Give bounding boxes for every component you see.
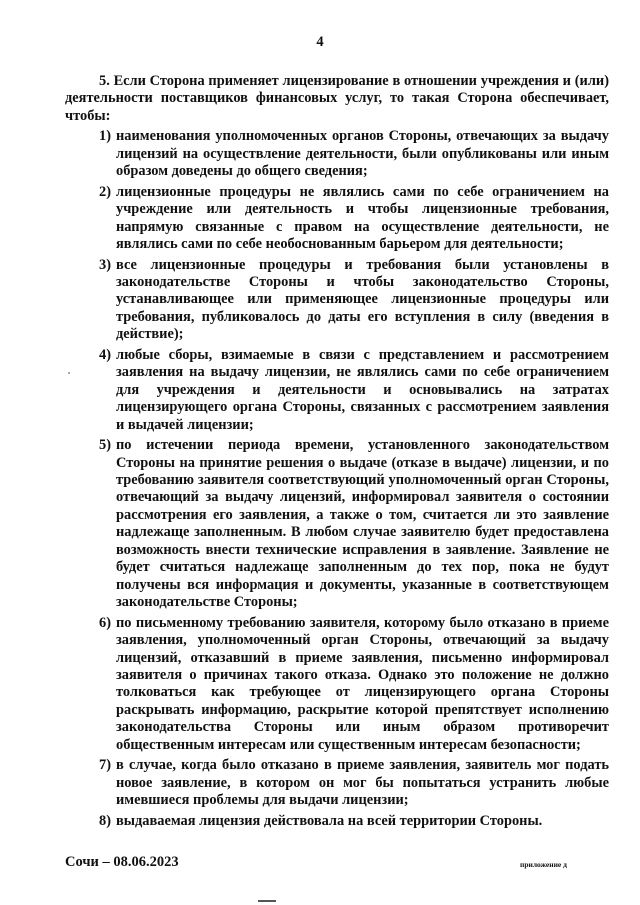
list-item xyxy=(65,257,609,344)
list-item-number: 8) xyxy=(99,812,111,829)
list-item xyxy=(65,813,609,830)
list-item xyxy=(65,437,609,612)
list-item-number: 6) xyxy=(99,614,111,631)
list-item-number: 7) xyxy=(99,757,111,774)
list-item-number: 1) xyxy=(99,128,111,145)
list-item-text: выдаваемая лицензия действовала на всей территории Стороны. xyxy=(116,812,543,829)
list-item-text: любые сборы, взимаемые в связи с представлением и рассмотрением заявления на выдачу лицензии, не являлись сами по себе ограничением для учреждения и деятельности и основывались на затратах лицензирующего органа Стороны, связанных с рассмотрением заявления и выдачей лицензии; xyxy=(116,346,609,433)
list-item xyxy=(65,347,609,434)
list-item xyxy=(65,128,609,180)
scan-artifact-dot xyxy=(68,372,70,374)
list-item-text: лицензионные процедуры не являлись сами по себе ограничением на учреждение или деятельность и чтобы лицензионные требования, напрямую связанные с правом на осуществление деятельности, не являлись сами по себе необоснованным барьером для деятельности; xyxy=(116,183,609,253)
list-item-text: в случае, когда было отказано в приеме заявления, заявитель мог подать новое заявление, в котором он мог бы попытаться устранить любые имевшиеся проблемы для выдачи лицензии; xyxy=(116,757,609,809)
list-item xyxy=(65,757,609,809)
footer-annex-label: приложение д xyxy=(520,860,567,869)
list-item-number: 3) xyxy=(99,256,111,273)
intro-paragraph: 5. Если Сторона применяет лицензирование в отношении учреждения и (или) деятельности поставщиков финансовых услуг, то такая Сторона обеспечивает, чтобы: xyxy=(65,73,609,124)
scan-artifact-mark xyxy=(258,900,276,902)
footer-place-date: Сочи – 08.06.2023 xyxy=(65,854,179,870)
list-item-number: 2) xyxy=(99,183,111,200)
list-item-text: все лицензионные процедуры и требования были установлены в законодательстве Стороны и чтобы законодательство Стороны, устанавливающее или применяющее лицензионные процедуры или требования, публиковалось до даты его вступления в силу (введения в действие); xyxy=(116,256,609,343)
list-item-text: по письменному требованию заявителя, которому было отказано в приеме заявления, уполномоченный орган Стороны, отвечающий за выдачу лицензий, отказавший в приеме заявления, письменно информировал заявителя о причинах такого отказа. Однако это положение не должно толковаться как требующее от лицензирующего органа Стороны раскрывать информацию, раскрытие которой препятствует исполнению законодательства Стороны или иным образом противоречит общественным интересам или существенным интересам безопасности; xyxy=(116,614,609,753)
list-item-number: 4) xyxy=(99,346,111,363)
list-item-text: наименования уполномоченных органов Стороны, отвечающих за выдачу лицензий на осуществление деятельности, были опубликованы или иным образом доведены до общего сведения; xyxy=(116,128,609,180)
page-number: 4 xyxy=(316,34,324,50)
numbered-list xyxy=(65,128,609,830)
list-item-text: по истечении периода времени, установленного законодательством Стороны на принятие решения о выдаче (отказе в выдаче) лицензии, и по требованию заявителя соответствующий уполномоченный орган Стороны, отвечающий за выдачу лицензий, информировал заявителя о состоянии рассмотрения его заявления, а также о том, считается ли это заявление надлежаще заполненным. В любом случае заявителю будет предоставлена возможность внести технические исправления в заявление. Заявление не будет считаться надлежаще заполненным до тех пор, пока не будут получены вся информация и документы, указанные в соответствующем законодательстве Стороны; xyxy=(116,437,609,611)
list-item-number: 5) xyxy=(99,437,111,454)
list-item xyxy=(65,184,609,254)
list-item xyxy=(65,615,609,755)
document-body xyxy=(65,73,609,833)
